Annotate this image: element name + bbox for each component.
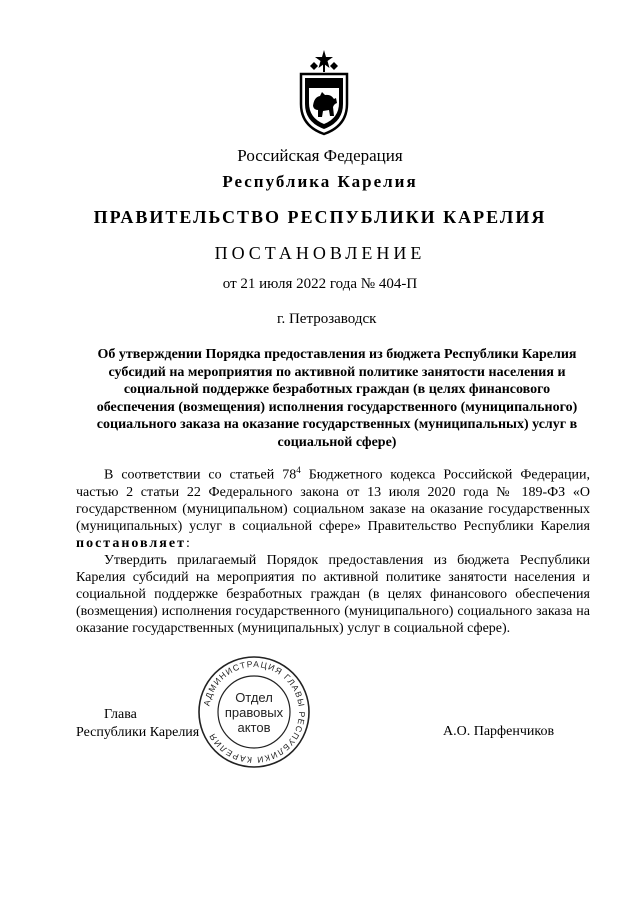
- official-stamp: [196, 654, 312, 770]
- stamp-line-3: актов: [237, 720, 271, 735]
- paragraph-1-text: Бюджетного кодекса Российской Федерации, частью 2 статьи 22 Федерального закона от 13 июля 2020 года № 189-ФЗ «О государственном (муниципальном) социальном заказе на оказание государственных (муниципальных) услуг в социальной сфере» Правительство Республики Карелия: [76, 467, 590, 534]
- paragraph-1: [76, 462, 590, 552]
- stamp-line-1: Отдел: [235, 690, 273, 705]
- stamp-ring-text: АДМИНИСТРАЦИЯ ГЛАВЫ РЕСПУБЛИКИ КАРЕЛИЯ: [201, 658, 308, 766]
- stamp-line-2: правовых: [224, 705, 284, 720]
- paragraph-1-end: :: [185, 535, 190, 551]
- document-city: г. Петрозаводск: [277, 311, 377, 327]
- signatory-title-line1: Глава: [104, 707, 137, 722]
- paragraph-2: Утвердить прилагаемый Порядок предоставления из бюджета Республики Карелия субсидий на мероприятия по активной политике занятости населения и социальной поддержке безработных граждан (в целях финансового обеспечения (возмещения) исполнения государственного (муниципального) социального заказа на оказание государственных (муниципальных) услуг в социальной сфере).: [76, 552, 590, 636]
- document-body: [76, 462, 590, 637]
- resolves-word: постановляет: [76, 535, 186, 551]
- coat-of-arms-icon: [296, 48, 352, 136]
- document-type: ПОСТАНОВЛЕНИЕ: [214, 243, 426, 263]
- signatory-title-line2: Республики Карелия: [76, 725, 200, 740]
- paragraph-1-start: В соответствии со статьей 78: [104, 467, 297, 483]
- article-superscript: 4: [296, 465, 301, 475]
- signatory-title: [76, 706, 199, 742]
- document-heading: Об утверждении Порядка предоставления из бюджета Республики Карелия субсидий на мероприятия по активной политике занятости населения и социальной поддержке безработных граждан (в целях финансового обеспечения (возмещения) исполнения государственного (муниципального) социального заказа на оказание государственных (муниципальных) услуг в социальной сфере): [96, 347, 578, 450]
- government-title: ПРАВИТЕЛЬСТВО РЕСПУБЛИКИ КАРЕЛИЯ: [93, 207, 547, 227]
- document-date-number: от 21 июля 2022 года № 404-П: [222, 276, 418, 292]
- republic-name: Республика Карелия: [222, 172, 418, 191]
- signatory-name: А.О. Парфенчиков: [443, 724, 555, 739]
- country-name: Российская Федерация: [237, 146, 403, 165]
